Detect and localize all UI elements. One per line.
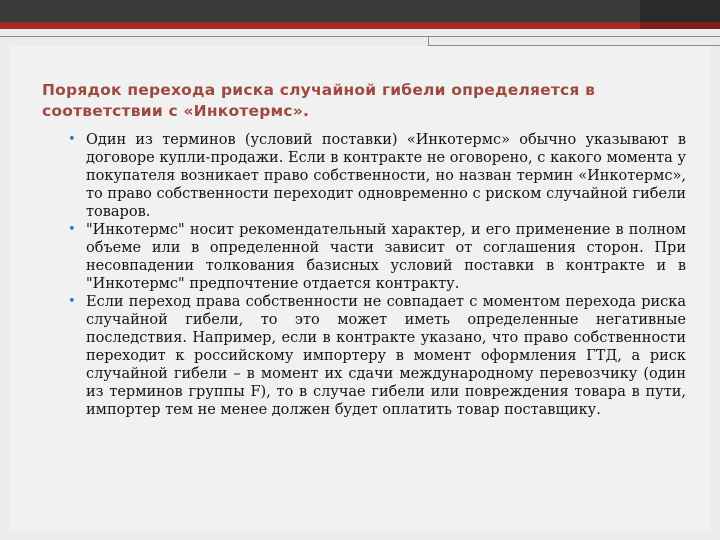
- bullet-icon: •: [68, 294, 76, 309]
- bullet-icon: •: [68, 132, 76, 147]
- top-corner-accent: [640, 22, 720, 29]
- bullet-list: [68, 131, 686, 419]
- bullet-text: "Инкотермс" носит рекомендательный характер, и его применение в полном объеме или в определенной части зависит от соглашения сторон. При несовпадении толкования базисных условий поставки в контракте и в "Инкотермс" предпочтение отдается контракту.: [86, 222, 686, 292]
- bullet-item: [68, 131, 686, 221]
- bullet-item: [68, 293, 686, 419]
- corner-frame: [428, 36, 720, 46]
- slide-title: Порядок перехода риска случайной гибели определяется в соответствии с «Инкотермс».: [42, 81, 596, 120]
- bullet-icon: •: [68, 222, 76, 237]
- bullet-text: Один из терминов (условий поставки) «Инкотермс» обычно указывают в договоре купли-продажи. Если в контракте не оговорено, с какого момента у покупателя возникает право собственности, но назван термин «Инкотермс», то право собственности переходит одновременно с риском случайной гибели товаров.: [86, 132, 686, 220]
- bullet-text: Если переход права собственности не совпадает с моментом перехода риска случайной гибели, то это может иметь определенные негативные последствия. Например, если в контракте указано, что право собственности переходит к российскому импортеру в момент оформления ГТД, а риск случайной гибели – в момент их сдачи международному перевозчику (один из терминов группы F), то в случае гибели или повреждения товара в пути, импортер тем не менее должен будет оплатить товар поставщику.: [86, 294, 686, 418]
- top-accent-stripe: [0, 22, 720, 29]
- top-header-bar: [0, 0, 720, 22]
- bullet-item: [68, 221, 686, 293]
